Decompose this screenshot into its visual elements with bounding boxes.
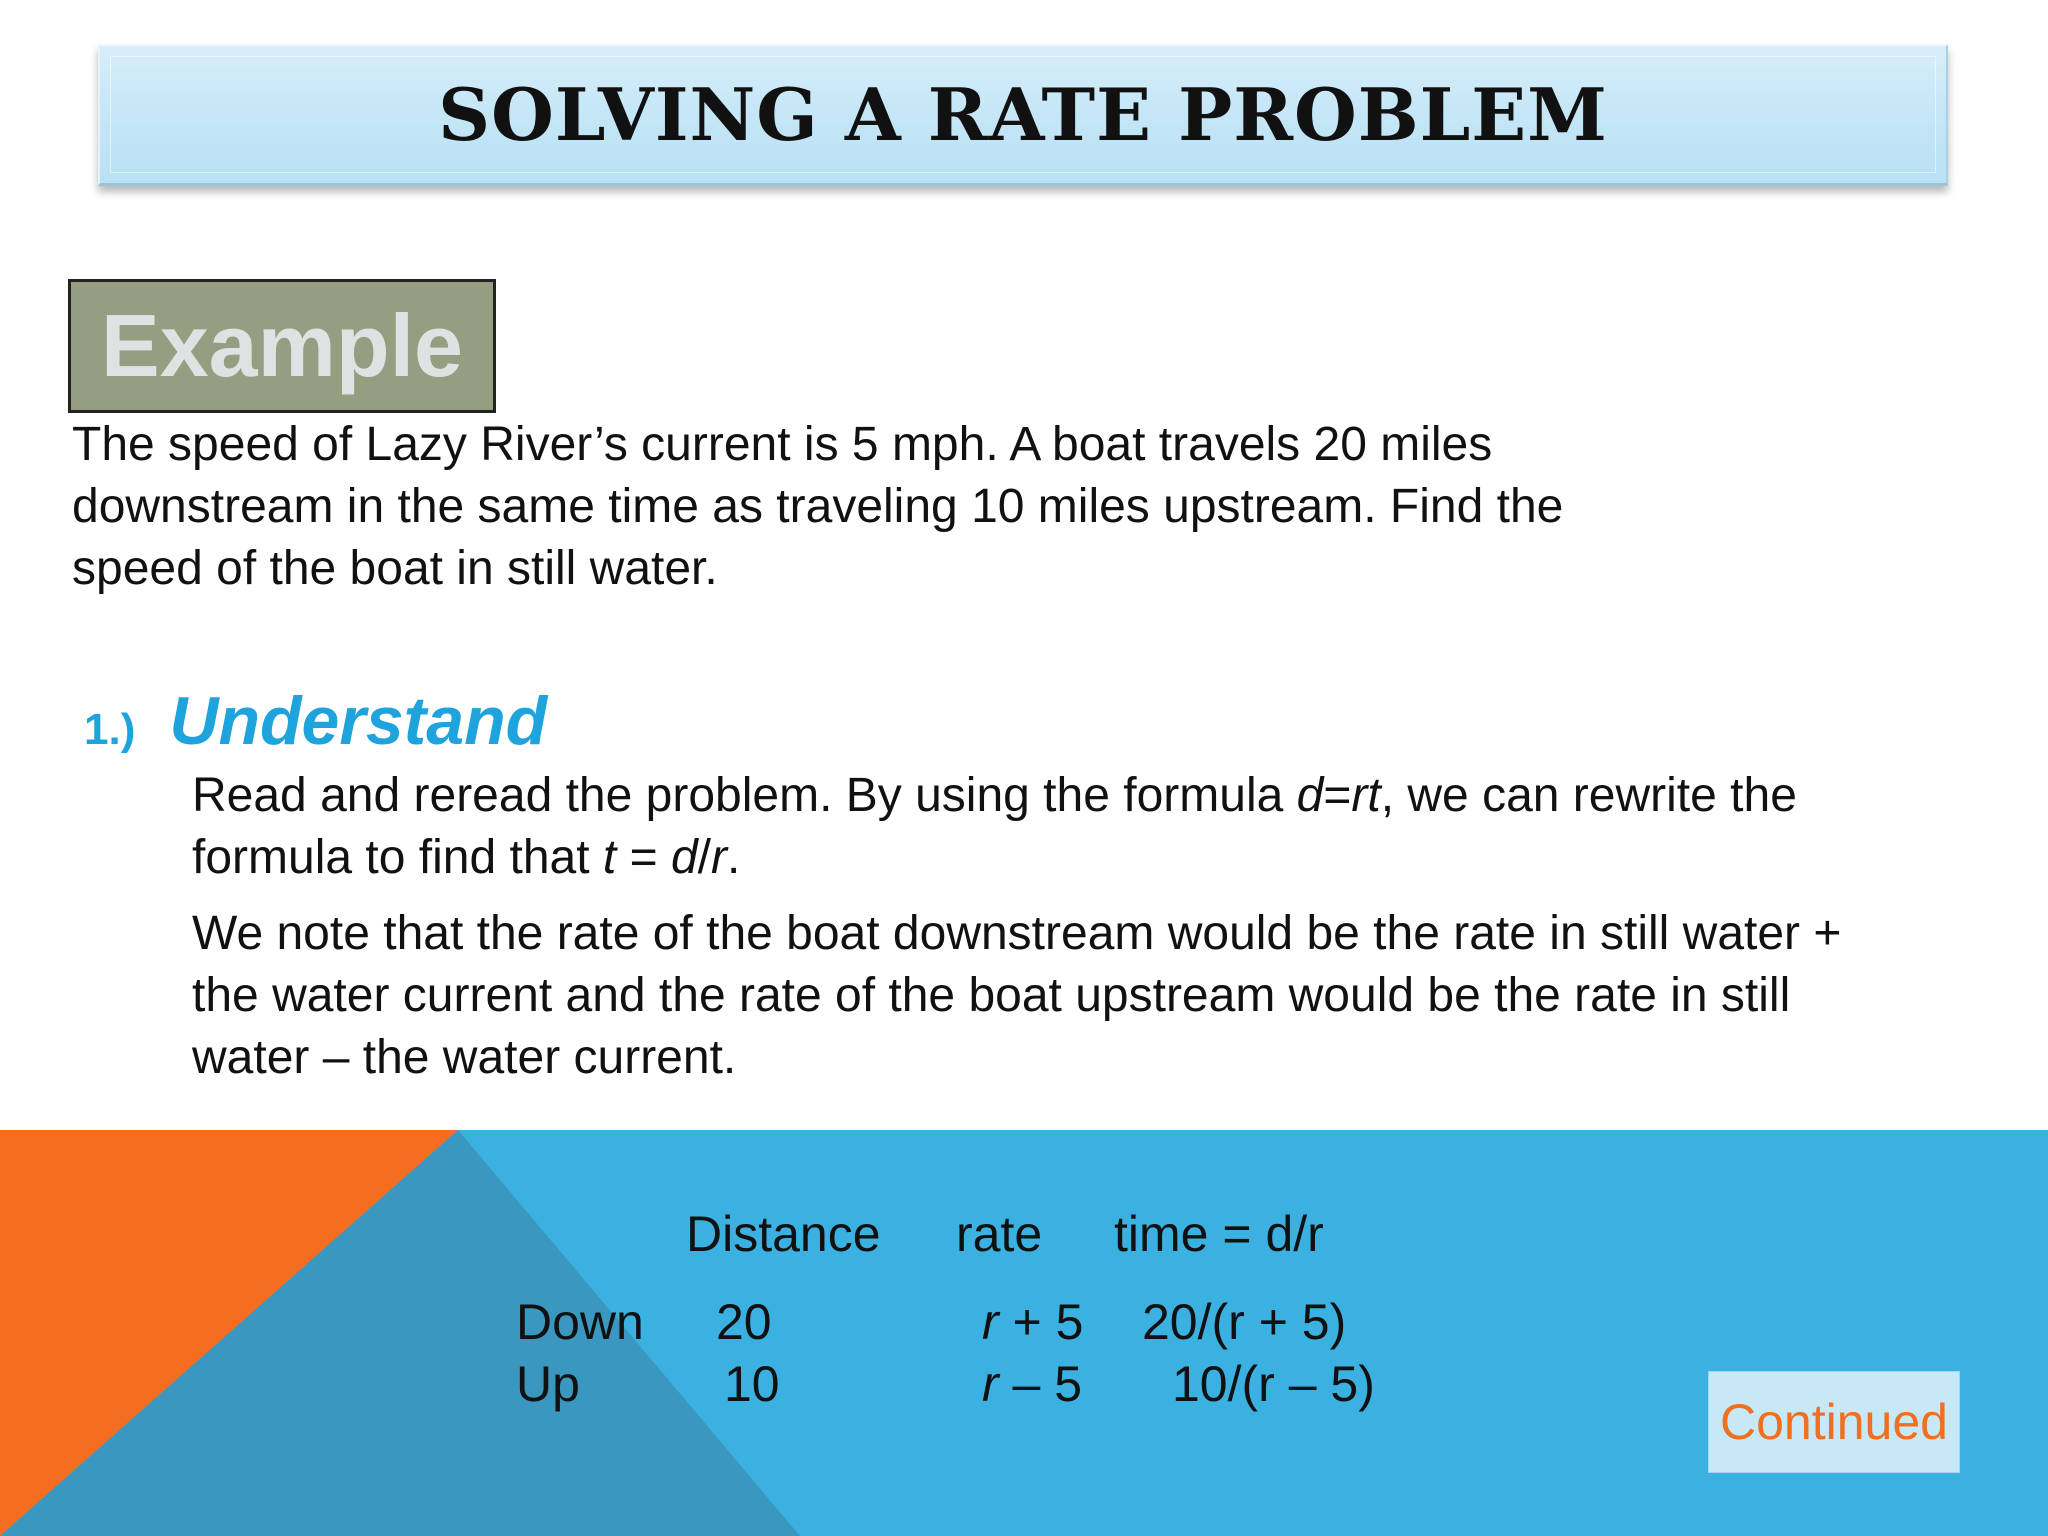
table-row-label: Down [516,1294,644,1350]
rate-var: r [982,1294,999,1350]
slide-title: SOLVING A RATE PROBLEM [438,72,1608,157]
text-run: Read and reread the problem. By using the formula [192,769,1297,822]
paragraph-line: the water current and the rate of the boat upstream would be the rate in still [192,969,1791,1022]
table-header-rate: rate [956,1206,1043,1262]
rate-op: – 5 [998,1356,1083,1412]
problem-line: speed of the boat in still water. [72,542,718,595]
table-header-time: time = d/r [1114,1206,1324,1262]
paragraph-line [192,765,1992,827]
text-run: formula to find that [192,831,603,884]
understand-paragraph-2 [192,903,1992,1089]
step-title: Understand [169,683,548,759]
table-cell-rate [982,1355,1082,1413]
rate-op: + 5 [998,1294,1084,1350]
text-run: = [616,831,671,884]
formula-var: d [1296,769,1324,822]
table-cell-distance: 10 [724,1356,780,1412]
example-label: Example [101,296,463,395]
example-label-box [68,279,496,413]
table-cell-distance: 20 [716,1294,772,1350]
text-run: . [726,831,741,884]
formula-var: d [670,831,698,884]
problem-line: The speed of Lazy River’s current is 5 mph. A boat travels 20 miles [72,418,1493,471]
title-banner [98,44,1948,186]
table-cell-time: 10/(r – 5) [1172,1356,1375,1412]
problem-line: downstream in the same time as traveling 10 miles upstream. Find the [72,480,1564,533]
understand-paragraph-1 [192,765,1992,889]
table-cell-time: 20/(r + 5) [1142,1294,1347,1350]
table-header-distance: Distance [686,1206,881,1262]
formula-var: rt [1351,769,1381,822]
paragraph-line [192,827,1992,889]
paragraph-line: We note that the rate of the boat downstream would be the rate in still water + [192,907,1842,960]
table-cell-rate [982,1293,1083,1351]
continued-button[interactable]: Continued [1708,1371,1960,1473]
paragraph-line: water – the water current. [192,1031,737,1084]
text-run: = [1323,769,1352,822]
formula-var: r [710,831,727,884]
formula-var: t [602,831,617,884]
text-run: / [697,831,711,884]
table-row-label: Up [516,1356,580,1412]
step-heading [84,682,547,760]
text-run: , we can rewrite the [1380,769,1797,822]
problem-statement [72,414,1832,600]
rate-var: r [982,1356,999,1412]
step-number: 1.) [84,705,136,754]
